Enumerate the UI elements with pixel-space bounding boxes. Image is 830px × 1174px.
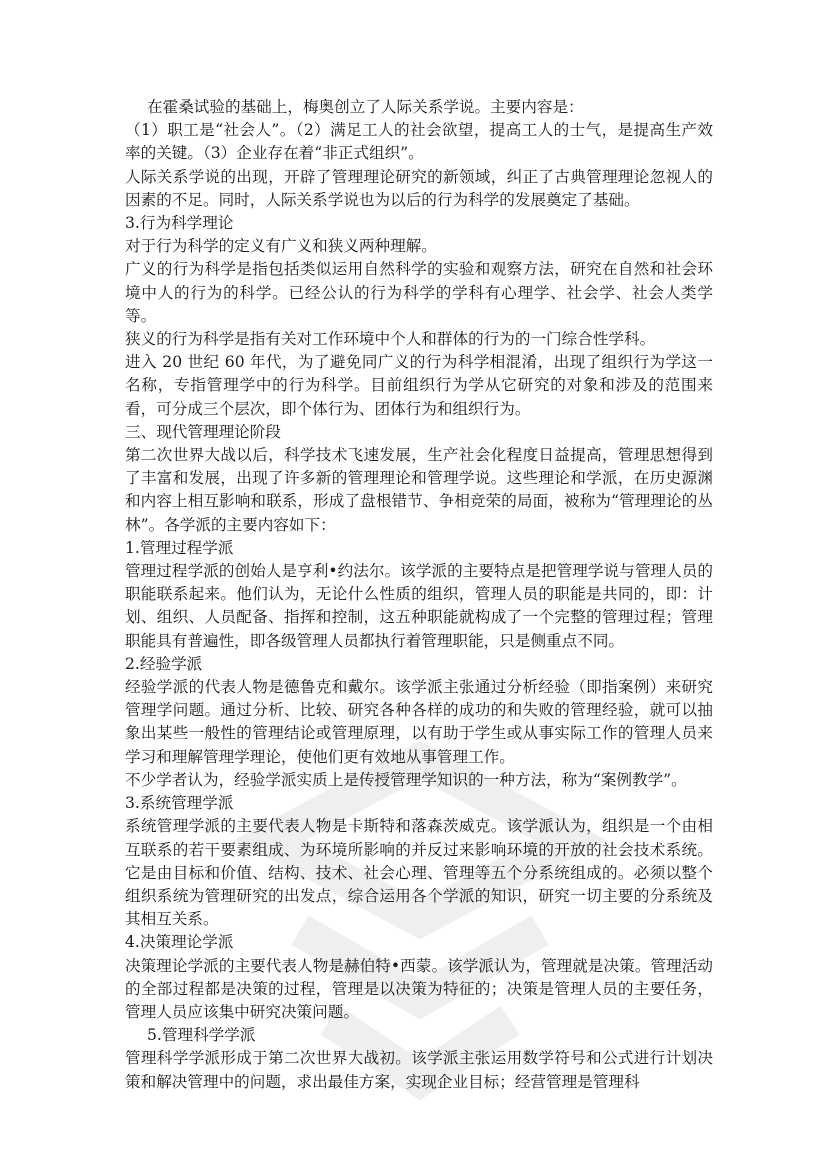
paragraph-narrow-behavioral: 狭义的行为科学是指有关对工作环境中个人和群体的行为的一门综合性学科。 (125, 330, 656, 349)
paragraph-management-science-school: 管理科学学派形成于第二次世界大战初。该学派主张运用数学符号和公式进行计划决策和解决管理中的问题，求出最佳方案，实现企业目标；经营管理是管理科 (125, 1049, 713, 1091)
document-body (125, 96, 713, 1094)
paragraph-organizational-behavior: 进入 20 世纪 60 年代，为了避免同广义的行为科学相混淆，出现了组织行为学这一名称，专指管理学中的行为科学。目前组织行为学从它研究的对象和涉及的范围来看，可分成三个层次，即个体行为、团体行为和组织行为。 (125, 353, 713, 418)
paragraph-human-relations-significance: 人际关系学说的出现，开辟了管理理论研究的新领域，纠正了古典管理理论忽视人的因素的不足。同时，人际关系学说也为以后的行为科学的发展奠定了基础。 (125, 167, 713, 209)
heading-empirical-school: 2.经验学派 (125, 654, 203, 673)
section-heading-behavioral-science: 3.行为科学理论 (125, 214, 234, 233)
paragraph-broad-behavioral: 广义的行为科学是指包括类似运用自然科学的实验和观察方法，研究在自然和社会环境中人的行为的科学。已经公认的行为科学的学科有心理学、社会学、社会人类学等。 (125, 260, 713, 325)
heading-decision-school: 4.决策理论学派 (125, 933, 234, 952)
heading-management-science-school: 5.管理科学学派 (147, 1026, 256, 1045)
paragraph-empirical-school: 经验学派的代表人物是德鲁克和戴尔。该学派主张通过分析经验（即指案例）来研究管理学问题。通过分析、比较、研究各种各样的成功的和失败的管理经验，就可以抽象出某些一般性的管理结论或管理原理，以有助于学生或从事实际工作的管理人员来学习和理解管理学理论，使他们更有效地从事管理工作。 (125, 678, 713, 766)
paragraph-behavioral-definition: 对于行为科学的定义有广义和狭义两种理解。 (125, 237, 437, 256)
paragraph-management-jungle: 第二次世界大战以后，科学技术飞速发展，生产社会化程度日益提高，管理思想得到了丰富和发展，出现了许多新的管理理论和管理学说。这些理论和学派，在历史源渊和内容上相互影响和联系，形成了盘根错节、争相竞荣的局面，被称为“管理理论的丛林”。各学派的主要内容如下： (125, 446, 713, 534)
section-heading-modern-management: 三、现代管理理论阶段 (125, 422, 281, 441)
paragraph-decision-school: 决策理论学派的主要代表人物是赫伯特•西蒙。该学派认为，管理就是决策。管理活动的全部过程都是决策的过程，管理是以决策为特征的；决策是管理人员的主要任务，管理人员应该集中研究决策问题。 (125, 956, 713, 1021)
paragraph-process-school: 管理过程学派的创始人是亨利•约法尔。该学派的主要特点是把管理学说与管理人员的职能联系起来。他们认为，无论什么性质的组织，管理人员的职能是共同的，即：计划、组织、人员配备、指挥和控制，这五种职能就构成了一个完整的管理过程；管理职能具有普遍性，即各级管理人员都执行着管理职能，只是侧重点不同。 (125, 562, 713, 650)
paragraph-case-teaching: 不少学者认为，经验学派实质上是传授管理学知识的一种方法，称为“案例教学”。 (125, 770, 687, 789)
heading-process-school: 1.管理过程学派 (125, 538, 234, 557)
heading-systems-school: 3.系统管理学派 (125, 794, 234, 813)
paragraph-systems-school: 系统管理学派的主要代表人物是卡斯特和落森茨威克。该学派认为，组织是一个由相互联系的若干要素组成、为环境所影响的并反过来影响环境的开放的社会技术系统。它是由目标和价值、结构、技术、社会心理、管理等五个分系统组成的。必须以整个组织系统为管理研究的出发点，综合运用各个学派的知识，研究一切主要的分系统及其相互关系。 (125, 817, 713, 929)
paragraph-hawthorne-intro: 在霍桑试验的基础上，梅奥创立了人际关系学说。主要内容是： (147, 98, 584, 116)
paragraph-human-relations-points: （1）职工是“社会人”。（2）满足工人的社会欲望，提高工人的士气，是提高生产效率的关键。（3）企业存在着“非正式组织”。 (125, 121, 713, 163)
